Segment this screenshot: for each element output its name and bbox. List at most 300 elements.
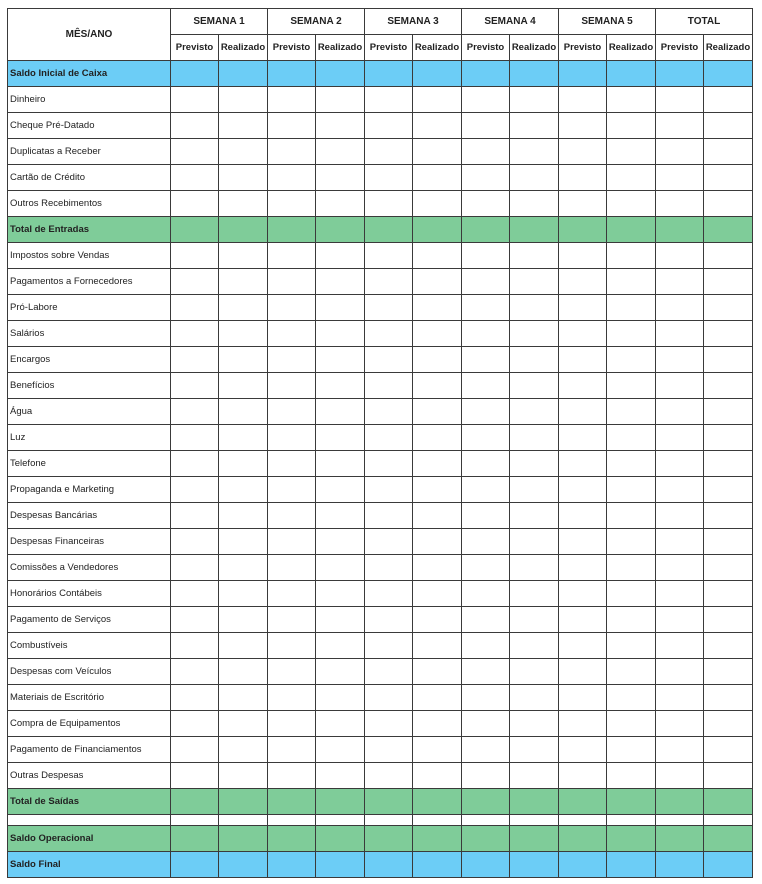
realizado-cell[interactable] (413, 347, 462, 373)
realizado-cell[interactable] (607, 581, 656, 607)
realizado-cell[interactable] (704, 347, 753, 373)
realizado-cell[interactable] (413, 852, 462, 878)
realizado-cell[interactable] (704, 373, 753, 399)
realizado-cell[interactable] (219, 399, 268, 425)
previsto-cell[interactable] (268, 217, 316, 243)
realizado-cell[interactable] (704, 503, 753, 529)
previsto-cell[interactable] (268, 61, 316, 87)
realizado-cell[interactable] (413, 165, 462, 191)
realizado-cell[interactable] (510, 217, 559, 243)
previsto-cell[interactable] (171, 217, 219, 243)
previsto-cell[interactable] (268, 607, 316, 633)
previsto-cell[interactable] (268, 425, 316, 451)
previsto-cell[interactable] (171, 685, 219, 711)
realizado-cell[interactable] (316, 852, 365, 878)
previsto-cell[interactable] (559, 633, 607, 659)
realizado-cell[interactable] (510, 529, 559, 555)
realizado-cell[interactable] (704, 113, 753, 139)
previsto-cell[interactable] (268, 633, 316, 659)
realizado-cell[interactable] (510, 295, 559, 321)
previsto-cell[interactable] (656, 659, 704, 685)
previsto-cell[interactable] (365, 425, 413, 451)
previsto-cell[interactable] (559, 711, 607, 737)
realizado-cell[interactable] (607, 399, 656, 425)
realizado-cell[interactable] (510, 477, 559, 503)
previsto-cell[interactable] (365, 659, 413, 685)
previsto-cell[interactable] (171, 633, 219, 659)
previsto-cell[interactable] (559, 191, 607, 217)
realizado-cell[interactable] (510, 243, 559, 269)
previsto-cell[interactable] (365, 451, 413, 477)
previsto-cell[interactable] (171, 399, 219, 425)
realizado-cell[interactable] (316, 399, 365, 425)
realizado-cell[interactable] (413, 633, 462, 659)
previsto-cell[interactable] (559, 529, 607, 555)
previsto-cell[interactable] (365, 347, 413, 373)
previsto-cell[interactable] (559, 826, 607, 852)
previsto-cell[interactable] (171, 243, 219, 269)
realizado-cell[interactable] (413, 113, 462, 139)
realizado-cell[interactable] (510, 425, 559, 451)
previsto-cell[interactable] (559, 87, 607, 113)
realizado-cell[interactable] (316, 191, 365, 217)
previsto-cell[interactable] (171, 581, 219, 607)
previsto-cell[interactable] (268, 87, 316, 113)
realizado-cell[interactable] (316, 347, 365, 373)
realizado-cell[interactable] (704, 555, 753, 581)
realizado-cell[interactable] (704, 852, 753, 878)
realizado-cell[interactable] (219, 425, 268, 451)
previsto-cell[interactable] (559, 269, 607, 295)
previsto-cell[interactable] (268, 852, 316, 878)
previsto-cell[interactable] (268, 243, 316, 269)
realizado-cell[interactable] (704, 451, 753, 477)
realizado-cell[interactable] (316, 87, 365, 113)
previsto-cell[interactable] (462, 763, 510, 789)
realizado-cell[interactable] (510, 191, 559, 217)
previsto-cell[interactable] (462, 503, 510, 529)
previsto-cell[interactable] (559, 555, 607, 581)
realizado-cell[interactable] (607, 451, 656, 477)
previsto-cell[interactable] (365, 711, 413, 737)
previsto-cell[interactable] (268, 399, 316, 425)
previsto-cell[interactable] (268, 139, 316, 165)
realizado-cell[interactable] (413, 217, 462, 243)
previsto-cell[interactable] (656, 633, 704, 659)
realizado-cell[interactable] (704, 711, 753, 737)
realizado-cell[interactable] (607, 711, 656, 737)
previsto-cell[interactable] (462, 685, 510, 711)
realizado-cell[interactable] (510, 113, 559, 139)
previsto-cell[interactable] (462, 633, 510, 659)
previsto-cell[interactable] (171, 477, 219, 503)
realizado-cell[interactable] (704, 295, 753, 321)
previsto-cell[interactable] (171, 607, 219, 633)
realizado-cell[interactable] (607, 477, 656, 503)
previsto-cell[interactable] (462, 61, 510, 87)
previsto-cell[interactable] (462, 321, 510, 347)
realizado-cell[interactable] (510, 347, 559, 373)
previsto-cell[interactable] (462, 451, 510, 477)
previsto-cell[interactable] (171, 321, 219, 347)
realizado-cell[interactable] (510, 321, 559, 347)
previsto-cell[interactable] (656, 826, 704, 852)
previsto-cell[interactable] (268, 711, 316, 737)
previsto-cell[interactable] (462, 347, 510, 373)
realizado-cell[interactable] (413, 87, 462, 113)
realizado-cell[interactable] (510, 451, 559, 477)
realizado-cell[interactable] (219, 737, 268, 763)
previsto-cell[interactable] (462, 87, 510, 113)
previsto-cell[interactable] (559, 659, 607, 685)
realizado-cell[interactable] (219, 217, 268, 243)
realizado-cell[interactable] (413, 321, 462, 347)
realizado-cell[interactable] (316, 581, 365, 607)
realizado-cell[interactable] (607, 503, 656, 529)
realizado-cell[interactable] (413, 685, 462, 711)
previsto-cell[interactable] (268, 269, 316, 295)
previsto-cell[interactable] (462, 373, 510, 399)
realizado-cell[interactable] (219, 347, 268, 373)
previsto-cell[interactable] (365, 685, 413, 711)
previsto-cell[interactable] (656, 61, 704, 87)
previsto-cell[interactable] (268, 789, 316, 815)
realizado-cell[interactable] (510, 399, 559, 425)
previsto-cell[interactable] (656, 425, 704, 451)
previsto-cell[interactable] (656, 347, 704, 373)
realizado-cell[interactable] (316, 826, 365, 852)
previsto-cell[interactable] (462, 529, 510, 555)
realizado-cell[interactable] (219, 373, 268, 399)
previsto-cell[interactable] (656, 191, 704, 217)
previsto-cell[interactable] (171, 373, 219, 399)
previsto-cell[interactable] (171, 503, 219, 529)
previsto-cell[interactable] (462, 165, 510, 191)
previsto-cell[interactable] (559, 113, 607, 139)
realizado-cell[interactable] (704, 763, 753, 789)
previsto-cell[interactable] (656, 711, 704, 737)
realizado-cell[interactable] (607, 269, 656, 295)
previsto-cell[interactable] (268, 826, 316, 852)
realizado-cell[interactable] (316, 113, 365, 139)
previsto-cell[interactable] (462, 295, 510, 321)
realizado-cell[interactable] (316, 139, 365, 165)
previsto-cell[interactable] (559, 243, 607, 269)
realizado-cell[interactable] (607, 633, 656, 659)
previsto-cell[interactable] (365, 581, 413, 607)
realizado-cell[interactable] (219, 87, 268, 113)
previsto-cell[interactable] (365, 165, 413, 191)
realizado-cell[interactable] (704, 737, 753, 763)
realizado-cell[interactable] (704, 826, 753, 852)
previsto-cell[interactable] (268, 581, 316, 607)
realizado-cell[interactable] (219, 61, 268, 87)
previsto-cell[interactable] (559, 477, 607, 503)
previsto-cell[interactable] (365, 852, 413, 878)
previsto-cell[interactable] (559, 217, 607, 243)
previsto-cell[interactable] (462, 243, 510, 269)
previsto-cell[interactable] (365, 763, 413, 789)
previsto-cell[interactable] (171, 87, 219, 113)
realizado-cell[interactable] (219, 321, 268, 347)
realizado-cell[interactable] (316, 373, 365, 399)
previsto-cell[interactable] (559, 685, 607, 711)
previsto-cell[interactable] (559, 165, 607, 191)
realizado-cell[interactable] (704, 399, 753, 425)
realizado-cell[interactable] (607, 321, 656, 347)
previsto-cell[interactable] (656, 373, 704, 399)
realizado-cell[interactable] (607, 763, 656, 789)
realizado-cell[interactable] (219, 711, 268, 737)
previsto-cell[interactable] (268, 191, 316, 217)
previsto-cell[interactable] (171, 269, 219, 295)
previsto-cell[interactable] (559, 607, 607, 633)
realizado-cell[interactable] (316, 295, 365, 321)
realizado-cell[interactable] (607, 659, 656, 685)
realizado-cell[interactable] (510, 789, 559, 815)
previsto-cell[interactable] (171, 763, 219, 789)
previsto-cell[interactable] (268, 113, 316, 139)
realizado-cell[interactable] (510, 87, 559, 113)
previsto-cell[interactable] (559, 347, 607, 373)
previsto-cell[interactable] (268, 295, 316, 321)
realizado-cell[interactable] (316, 165, 365, 191)
realizado-cell[interactable] (413, 477, 462, 503)
realizado-cell[interactable] (510, 737, 559, 763)
previsto-cell[interactable] (365, 826, 413, 852)
previsto-cell[interactable] (365, 87, 413, 113)
realizado-cell[interactable] (413, 269, 462, 295)
realizado-cell[interactable] (413, 529, 462, 555)
previsto-cell[interactable] (462, 191, 510, 217)
realizado-cell[interactable] (219, 295, 268, 321)
realizado-cell[interactable] (510, 373, 559, 399)
realizado-cell[interactable] (413, 503, 462, 529)
realizado-cell[interactable] (219, 451, 268, 477)
realizado-cell[interactable] (704, 61, 753, 87)
previsto-cell[interactable] (171, 113, 219, 139)
realizado-cell[interactable] (510, 61, 559, 87)
previsto-cell[interactable] (559, 373, 607, 399)
realizado-cell[interactable] (413, 607, 462, 633)
previsto-cell[interactable] (268, 373, 316, 399)
realizado-cell[interactable] (316, 763, 365, 789)
realizado-cell[interactable] (219, 852, 268, 878)
realizado-cell[interactable] (219, 607, 268, 633)
previsto-cell[interactable] (462, 217, 510, 243)
realizado-cell[interactable] (413, 373, 462, 399)
realizado-cell[interactable] (607, 191, 656, 217)
previsto-cell[interactable] (268, 737, 316, 763)
realizado-cell[interactable] (704, 607, 753, 633)
previsto-cell[interactable] (171, 711, 219, 737)
previsto-cell[interactable] (365, 399, 413, 425)
previsto-cell[interactable] (171, 529, 219, 555)
realizado-cell[interactable] (510, 269, 559, 295)
realizado-cell[interactable] (704, 165, 753, 191)
previsto-cell[interactable] (656, 503, 704, 529)
realizado-cell[interactable] (607, 113, 656, 139)
previsto-cell[interactable] (656, 113, 704, 139)
previsto-cell[interactable] (462, 399, 510, 425)
realizado-cell[interactable] (316, 711, 365, 737)
realizado-cell[interactable] (316, 425, 365, 451)
realizado-cell[interactable] (607, 852, 656, 878)
realizado-cell[interactable] (219, 191, 268, 217)
previsto-cell[interactable] (559, 503, 607, 529)
realizado-cell[interactable] (510, 581, 559, 607)
realizado-cell[interactable] (413, 61, 462, 87)
previsto-cell[interactable] (656, 243, 704, 269)
previsto-cell[interactable] (559, 763, 607, 789)
realizado-cell[interactable] (510, 633, 559, 659)
realizado-cell[interactable] (607, 425, 656, 451)
previsto-cell[interactable] (656, 295, 704, 321)
previsto-cell[interactable] (171, 165, 219, 191)
previsto-cell[interactable] (171, 295, 219, 321)
realizado-cell[interactable] (316, 217, 365, 243)
realizado-cell[interactable] (704, 685, 753, 711)
previsto-cell[interactable] (365, 477, 413, 503)
realizado-cell[interactable] (510, 555, 559, 581)
realizado-cell[interactable] (219, 763, 268, 789)
previsto-cell[interactable] (365, 503, 413, 529)
realizado-cell[interactable] (704, 269, 753, 295)
realizado-cell[interactable] (316, 789, 365, 815)
previsto-cell[interactable] (462, 555, 510, 581)
realizado-cell[interactable] (219, 789, 268, 815)
previsto-cell[interactable] (268, 477, 316, 503)
realizado-cell[interactable] (607, 87, 656, 113)
realizado-cell[interactable] (607, 685, 656, 711)
realizado-cell[interactable] (607, 139, 656, 165)
realizado-cell[interactable] (316, 269, 365, 295)
realizado-cell[interactable] (219, 659, 268, 685)
realizado-cell[interactable] (413, 139, 462, 165)
previsto-cell[interactable] (365, 269, 413, 295)
previsto-cell[interactable] (365, 555, 413, 581)
realizado-cell[interactable] (413, 789, 462, 815)
previsto-cell[interactable] (365, 139, 413, 165)
previsto-cell[interactable] (171, 347, 219, 373)
previsto-cell[interactable] (462, 852, 510, 878)
previsto-cell[interactable] (656, 555, 704, 581)
previsto-cell[interactable] (656, 737, 704, 763)
previsto-cell[interactable] (462, 659, 510, 685)
realizado-cell[interactable] (413, 555, 462, 581)
realizado-cell[interactable] (413, 191, 462, 217)
previsto-cell[interactable] (656, 581, 704, 607)
realizado-cell[interactable] (219, 503, 268, 529)
realizado-cell[interactable] (316, 529, 365, 555)
realizado-cell[interactable] (510, 503, 559, 529)
realizado-cell[interactable] (704, 789, 753, 815)
previsto-cell[interactable] (365, 373, 413, 399)
realizado-cell[interactable] (607, 373, 656, 399)
previsto-cell[interactable] (462, 139, 510, 165)
realizado-cell[interactable] (219, 555, 268, 581)
previsto-cell[interactable] (365, 217, 413, 243)
previsto-cell[interactable] (462, 737, 510, 763)
previsto-cell[interactable] (365, 529, 413, 555)
previsto-cell[interactable] (365, 321, 413, 347)
realizado-cell[interactable] (607, 217, 656, 243)
realizado-cell[interactable] (413, 659, 462, 685)
realizado-cell[interactable] (607, 789, 656, 815)
previsto-cell[interactable] (559, 139, 607, 165)
previsto-cell[interactable] (365, 61, 413, 87)
previsto-cell[interactable] (171, 191, 219, 217)
previsto-cell[interactable] (268, 165, 316, 191)
previsto-cell[interactable] (656, 789, 704, 815)
realizado-cell[interactable] (704, 139, 753, 165)
previsto-cell[interactable] (365, 113, 413, 139)
previsto-cell[interactable] (656, 763, 704, 789)
realizado-cell[interactable] (704, 243, 753, 269)
previsto-cell[interactable] (559, 789, 607, 815)
realizado-cell[interactable] (316, 737, 365, 763)
previsto-cell[interactable] (656, 269, 704, 295)
previsto-cell[interactable] (462, 826, 510, 852)
previsto-cell[interactable] (268, 763, 316, 789)
realizado-cell[interactable] (510, 826, 559, 852)
realizado-cell[interactable] (607, 607, 656, 633)
realizado-cell[interactable] (704, 321, 753, 347)
realizado-cell[interactable] (316, 503, 365, 529)
realizado-cell[interactable] (316, 451, 365, 477)
realizado-cell[interactable] (510, 852, 559, 878)
previsto-cell[interactable] (171, 61, 219, 87)
realizado-cell[interactable] (219, 139, 268, 165)
previsto-cell[interactable] (559, 295, 607, 321)
realizado-cell[interactable] (510, 659, 559, 685)
previsto-cell[interactable] (656, 477, 704, 503)
realizado-cell[interactable] (704, 529, 753, 555)
previsto-cell[interactable] (365, 789, 413, 815)
realizado-cell[interactable] (413, 711, 462, 737)
realizado-cell[interactable] (607, 165, 656, 191)
previsto-cell[interactable] (268, 555, 316, 581)
realizado-cell[interactable] (510, 711, 559, 737)
realizado-cell[interactable] (607, 555, 656, 581)
previsto-cell[interactable] (365, 191, 413, 217)
realizado-cell[interactable] (316, 61, 365, 87)
previsto-cell[interactable] (559, 737, 607, 763)
realizado-cell[interactable] (607, 347, 656, 373)
previsto-cell[interactable] (462, 711, 510, 737)
previsto-cell[interactable] (656, 685, 704, 711)
realizado-cell[interactable] (413, 451, 462, 477)
previsto-cell[interactable] (365, 295, 413, 321)
previsto-cell[interactable] (268, 503, 316, 529)
previsto-cell[interactable] (171, 451, 219, 477)
previsto-cell[interactable] (268, 321, 316, 347)
realizado-cell[interactable] (510, 763, 559, 789)
previsto-cell[interactable] (462, 607, 510, 633)
previsto-cell[interactable] (656, 139, 704, 165)
previsto-cell[interactable] (365, 607, 413, 633)
realizado-cell[interactable] (607, 826, 656, 852)
previsto-cell[interactable] (171, 555, 219, 581)
realizado-cell[interactable] (413, 737, 462, 763)
realizado-cell[interactable] (413, 826, 462, 852)
realizado-cell[interactable] (510, 165, 559, 191)
previsto-cell[interactable] (462, 477, 510, 503)
previsto-cell[interactable] (656, 607, 704, 633)
realizado-cell[interactable] (704, 217, 753, 243)
realizado-cell[interactable] (219, 269, 268, 295)
previsto-cell[interactable] (656, 165, 704, 191)
